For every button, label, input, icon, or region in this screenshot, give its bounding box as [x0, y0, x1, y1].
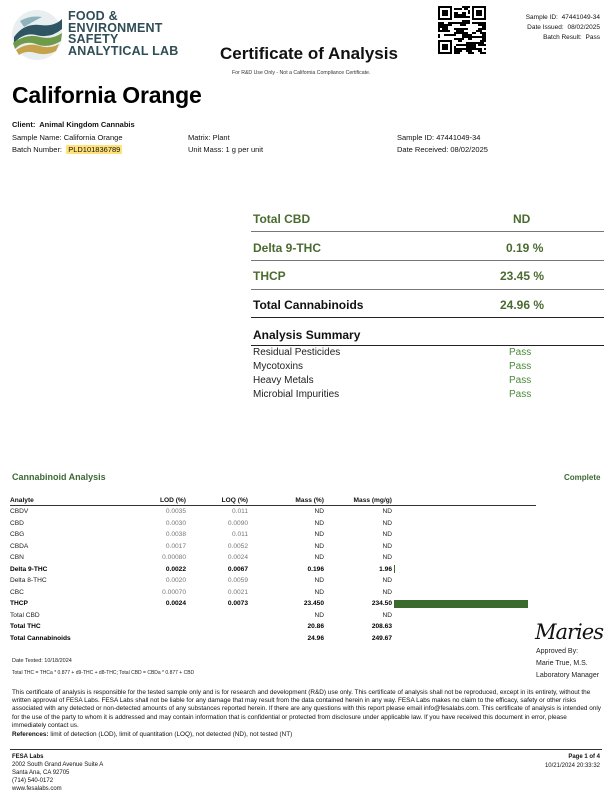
cell-mg: 1.96	[379, 565, 392, 573]
cell-pct: ND	[314, 611, 324, 619]
unit-mass-line: Unit Mass: 1 g per unit	[188, 145, 264, 154]
as-value: Pass	[509, 361, 532, 372]
cell-bar	[392, 610, 536, 622]
cell-analyte: CBN	[10, 554, 24, 562]
page-number: Page 1 of 4	[568, 754, 600, 760]
cell-loq: 0.0024	[227, 554, 248, 562]
col-lod: LOD (%)	[159, 496, 186, 504]
cell-analyte: CBC	[10, 588, 24, 596]
table-row	[10, 633, 536, 645]
cell-loq: 0.011	[231, 508, 248, 516]
batch-number: PLD101836789	[68, 145, 121, 154]
table-row	[10, 564, 536, 576]
approval-block: Approved By: Marie True, M.S. Laboratory Manager	[536, 646, 599, 682]
col-analyte: Analyte	[10, 496, 34, 504]
header-batch-result: Pass	[585, 34, 600, 41]
cell-analyte: THCP	[10, 600, 28, 608]
cell-bar	[392, 541, 536, 553]
client-name: Animal Kingdom Cannabis	[39, 120, 135, 129]
cell-bar	[392, 598, 536, 610]
cell-lod	[130, 610, 186, 622]
cell-analyte: Total THC	[10, 623, 41, 631]
col-loq: LOQ (%)	[221, 496, 248, 504]
cell-loq: 0.0090	[227, 519, 248, 527]
cell-mg: 249.67	[371, 634, 392, 642]
cell-lod	[130, 621, 186, 633]
cell-bar	[392, 564, 536, 576]
cell-loq: 0.0052	[227, 542, 248, 550]
table-row	[10, 552, 536, 564]
footer-website[interactable]: www.fesalabs.com	[12, 786, 62, 792]
page-title: Certificate of Analysis	[220, 44, 398, 63]
approver-role: Laboratory Manager	[536, 672, 600, 679]
analysis-summary-title: Analysis Summary	[253, 328, 361, 342]
cell-pct: ND	[314, 542, 324, 550]
table-row	[10, 621, 536, 633]
batch-number-line: Batch Number: PLD101836789	[12, 145, 121, 154]
footer-timestamp: 10/21/2024 20:33:32	[544, 762, 600, 769]
cell-bar	[392, 529, 536, 541]
disclaimer: This certificate of analysis is responsible for the tested sample only and is for research and development (R&D) use only. This certificate of analysis shall not be reproduced, except in its entirety, without the written approval of FESA Labs. FESA Labs shall not be liable for any damage that may result from the data contained herein in any way. FESA Labs makes no claim to the efficacy, safety or other risks associated with any detected or non-detected amounts of any substances reported herein. If there are any questions with this report please email info@fesalabs.com. This certificate of analysis is intended only for the use of the party to whom it is addressed and may contain information that is confidential or protected from disclosure under applicable law. If you have received this document in error, please immediately contact us. References: limit of detection (LOD), limit of quantitation (LOQ), not detected (ND), not tested (NT)	[12, 689, 601, 739]
cell-lod: 0.0035	[165, 508, 186, 516]
lab-logo	[10, 9, 64, 61]
cell-bar	[392, 518, 536, 530]
date-received-line: Date Received: 08/02/2025	[397, 145, 488, 154]
cannabinoid-table	[10, 495, 536, 644]
col-mass-pct: Mass (%)	[295, 496, 324, 504]
cell-bar	[392, 552, 536, 564]
table-row	[10, 541, 536, 553]
cell-loq: 0.0021	[227, 588, 248, 596]
client-line: Client: Animal Kingdom Cannabis	[12, 120, 135, 129]
approver-name: Marie True, M.S.	[536, 660, 588, 667]
cell-pct: ND	[314, 577, 324, 585]
cell-pct: ND	[314, 588, 324, 596]
cell-mg: ND	[382, 519, 392, 527]
cell-pct: 23.450	[303, 600, 324, 608]
as-value: Pass	[509, 347, 532, 358]
cell-loq	[186, 621, 248, 633]
as-value: Pass	[509, 375, 532, 386]
lab-logo-text: FOOD & ENVIRONMENT SAFETY ANALYTICAL LAB	[68, 9, 179, 58]
cell-mg: 234.50	[371, 600, 392, 608]
cell-bar	[392, 633, 536, 645]
cell-lod: 0.0022	[165, 565, 186, 573]
cell-analyte: Delta 8-THC	[10, 577, 47, 585]
footer-address: FESA Labs 2002 South Grand Avenue Suite A Santa Ana, CA 92705 (714) 540-0172 www.fesalabs.com	[12, 754, 104, 792]
cell-mg: ND	[382, 531, 392, 539]
cell-lod: 0.0017	[165, 542, 186, 550]
cell-analyte: CBDV	[10, 508, 29, 516]
cell-loq: 0.011	[231, 531, 248, 539]
cell-bar	[392, 587, 536, 599]
cell-analyte: CBD	[10, 519, 24, 527]
as-label: Mycotoxins	[253, 361, 304, 372]
cell-pct: 20.86	[307, 623, 324, 631]
sample-id-line: Sample ID: 47441049-34	[397, 133, 481, 142]
cell-mg: ND	[382, 588, 392, 596]
as-label: Residual Pesticides	[253, 347, 341, 358]
cell-mg: ND	[382, 542, 392, 550]
cell-lod: 0.0024	[165, 600, 186, 608]
cell-lod: 0.0038	[165, 531, 186, 539]
cell-loq	[186, 610, 248, 622]
as-label: Microbial Impurities	[253, 389, 340, 400]
table-row	[10, 518, 536, 530]
table-row	[10, 610, 536, 622]
cell-bar	[392, 621, 536, 633]
references: limit of detection (LOD), limit of quantitation (LOQ), not detected (ND), not tested (NT)	[50, 731, 293, 739]
cell-pct: 0.196	[307, 565, 324, 573]
product-name: California Orange	[12, 82, 202, 108]
cell-loq: 0.0059	[227, 577, 248, 585]
cell-mg: ND	[382, 577, 392, 585]
matrix-line: Matrix: Plant	[188, 133, 230, 142]
cannabinoid-status: Complete	[564, 473, 601, 482]
cell-bar	[392, 506, 536, 518]
table-row	[10, 506, 536, 518]
cell-loq: 0.0073	[227, 600, 248, 608]
table-row	[10, 587, 536, 599]
as-label: Heavy Metals	[253, 375, 314, 386]
table-row	[10, 529, 536, 541]
table-row	[10, 598, 536, 610]
cell-pct: ND	[314, 554, 324, 562]
cell-loq: 0.0067	[227, 565, 248, 573]
cell-pct: 24.96	[307, 634, 324, 642]
cell-lod: 0.0020	[165, 577, 186, 585]
cell-analyte: Delta 9-THC	[10, 565, 48, 573]
footer-page-info	[545, 753, 600, 770]
mass-bar	[394, 600, 528, 608]
cell-mg: ND	[382, 554, 392, 562]
cell-pct: ND	[314, 519, 324, 527]
cell-pct: ND	[314, 531, 324, 539]
cell-lod: 0.00080	[162, 554, 186, 562]
header-meta: Sample ID: 47441049-34 Date Issued: 08/02/2025 Batch Result: Pass	[525, 14, 600, 41]
cannabinoid-analysis-title: Cannabinoid Analysis	[12, 472, 106, 482]
cell-mg: ND	[382, 611, 392, 619]
cell-pct: ND	[314, 508, 324, 516]
cell-lod: 0.00070	[162, 588, 186, 596]
date-tested: Date Tested: 10/18/2024	[12, 658, 72, 664]
col-mass-mg: Mass (mg/g)	[353, 496, 392, 504]
table-row	[10, 575, 536, 587]
cell-bar	[392, 575, 536, 587]
cell-analyte: CBG	[10, 531, 25, 539]
sample-name-line: Sample Name: California Orange	[12, 133, 123, 142]
qr-code[interactable]	[438, 6, 486, 54]
cell-mg: 208.63	[371, 623, 392, 631]
header-sample-id: 47441049-34	[561, 14, 600, 21]
as-value: Pass	[509, 389, 532, 400]
mass-bar	[394, 565, 395, 573]
cell-mg: ND	[382, 508, 392, 516]
signature: Maries	[535, 620, 603, 644]
cell-lod: 0.0030	[165, 519, 186, 527]
cell-analyte: Total CBD	[10, 611, 40, 619]
cell-analyte: CBDA	[10, 542, 29, 550]
rnd-note: For R&D Use Only - Not a California Compliance Certificate.	[232, 70, 371, 76]
formula-note: Total THC = THCa * 0.877 + d9-THC + d8-THC; Total CBD = CBDa * 0.877 + CBD	[12, 670, 195, 676]
cell-analyte: Total Cannabinoids	[10, 634, 71, 642]
cell-loq	[186, 633, 248, 645]
header-date-issued: 08/02/2025	[567, 24, 600, 31]
cell-lod	[130, 633, 186, 645]
